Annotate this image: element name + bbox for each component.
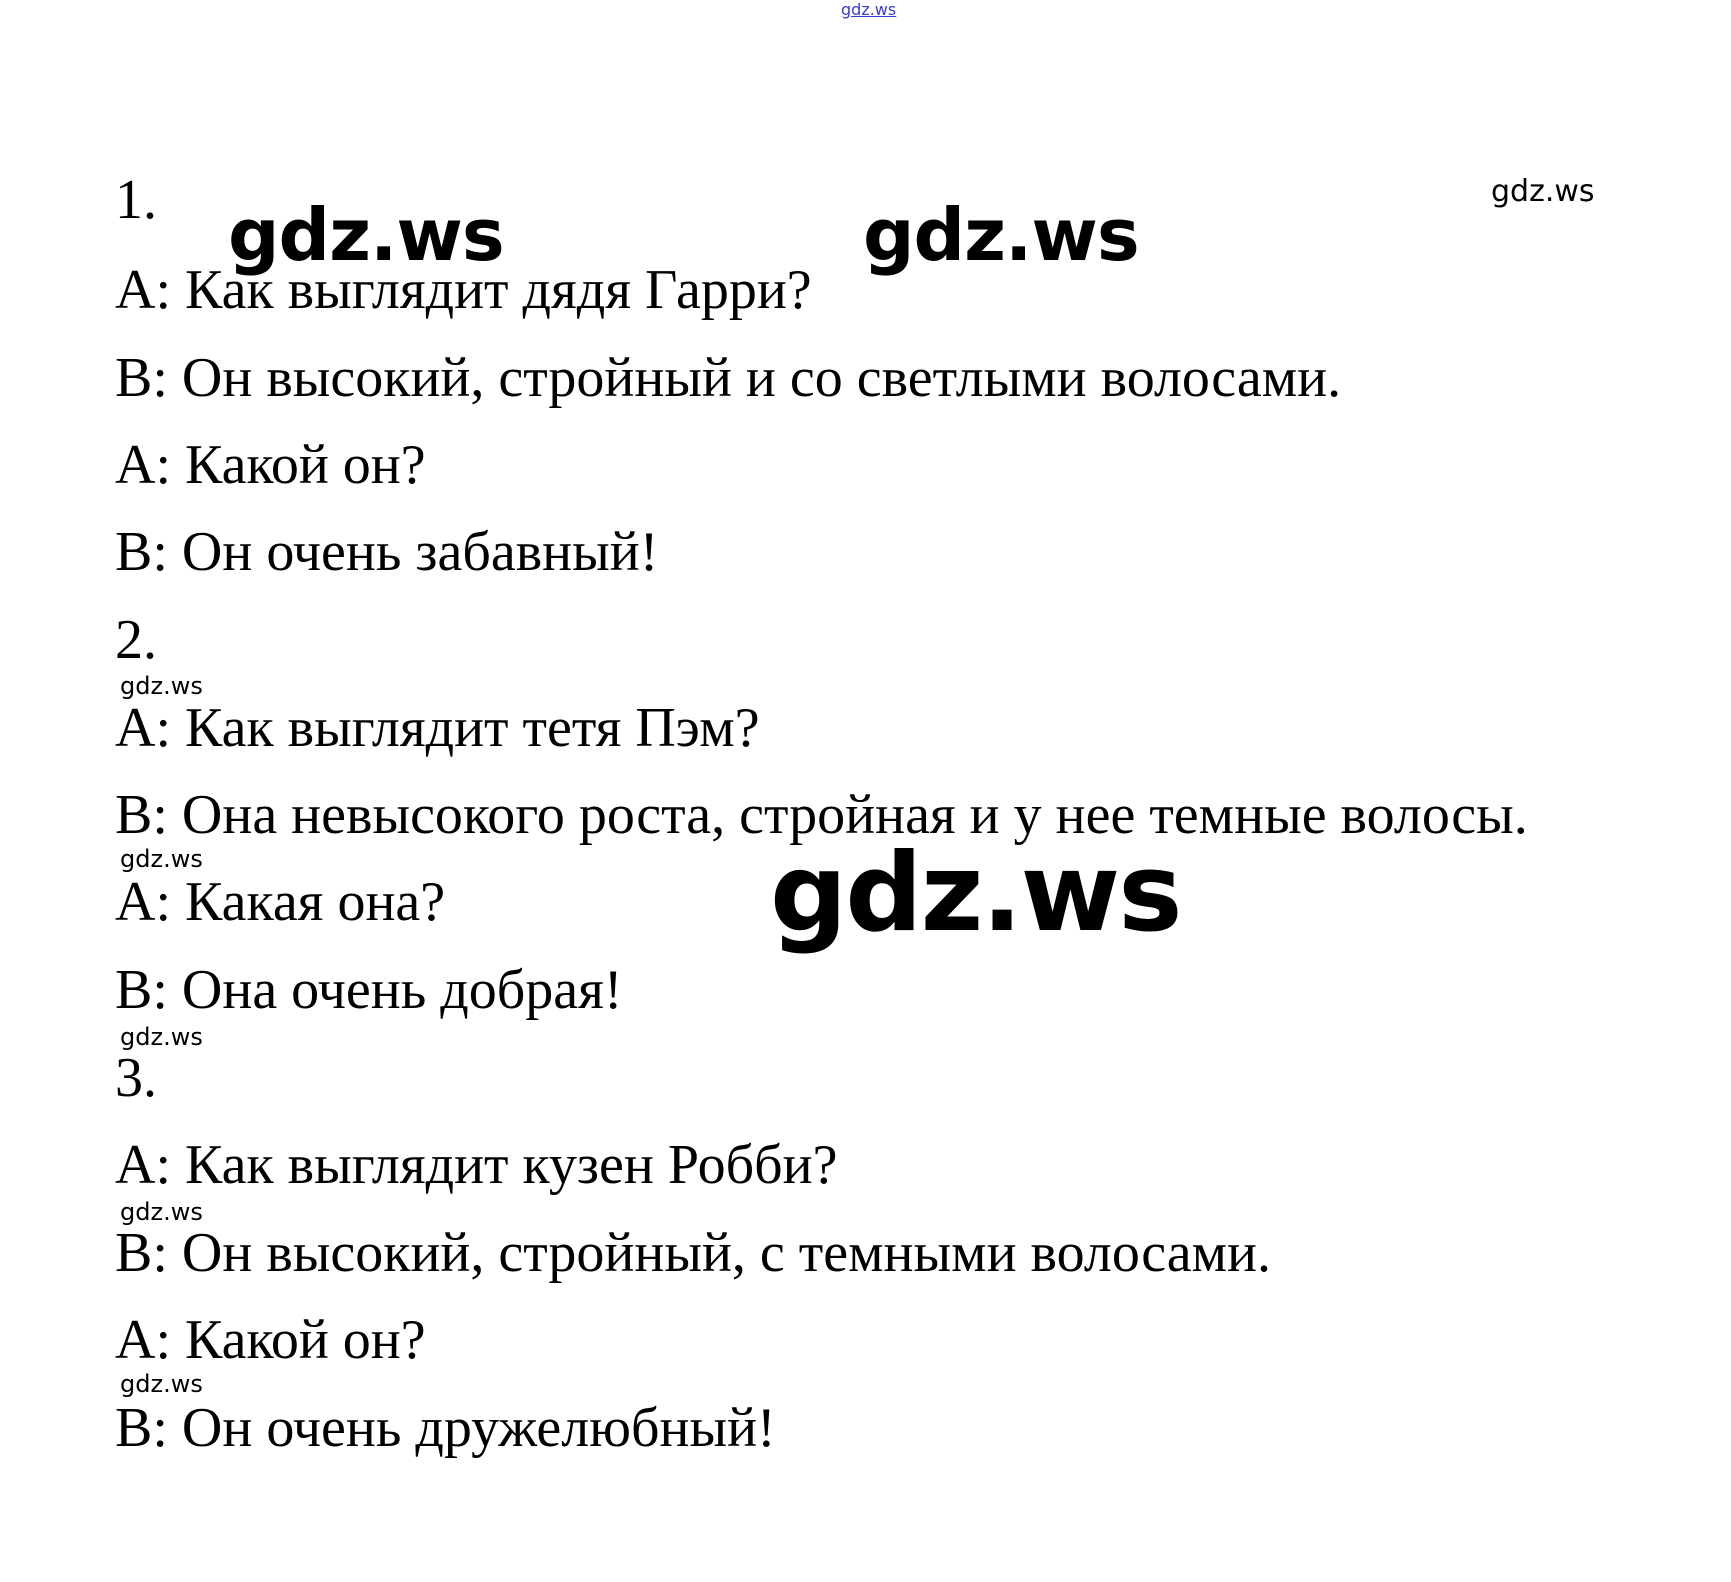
dialogue-line: B: Он очень дружелюбный! <box>115 1397 776 1459</box>
watermark-huge: gdz.ws <box>770 831 1181 956</box>
watermark-small: gdz.ws <box>120 845 203 873</box>
dialogue-line: A: Какой он? <box>115 1309 426 1371</box>
dialogue-line: B: Он высокий, стройный и со светлыми волосами. <box>115 347 1342 409</box>
watermark-small: gdz.ws <box>120 1023 203 1051</box>
watermark-large-left: gdz.ws <box>228 193 504 277</box>
watermark-small: gdz.ws <box>120 1370 203 1398</box>
dialogue-line: A: Как выглядит тетя Пэм? <box>115 697 760 759</box>
watermark-top-right: gdz.ws <box>1491 174 1595 209</box>
watermark-small: gdz.ws <box>120 672 203 700</box>
dialogue-line: B: Он очень забавный! <box>115 521 659 583</box>
dialogue-line: A: Как выглядит кузен Робби? <box>115 1134 838 1196</box>
dialogue-number: 3. <box>115 1047 157 1109</box>
watermark-small: gdz.ws <box>120 1198 203 1226</box>
dialogue-line: A: Какая она? <box>115 871 446 933</box>
dialogue-line: B: Он высокий, стройный, с темными волосами. <box>115 1222 1272 1284</box>
dialogue-number: 1. <box>115 169 157 231</box>
dialogue-line: B: Она очень добрая! <box>115 959 623 1021</box>
dialogue-line: A: Как выглядит дядя Гарри? <box>115 259 812 321</box>
dialogue-line: A: Какой он? <box>115 434 426 496</box>
dialogue-number: 2. <box>115 609 157 671</box>
watermark-top-link[interactable]: gdz.ws <box>841 0 897 19</box>
watermark-large-center: gdz.ws <box>863 193 1139 277</box>
dialogue-line: B: Она невысокого роста, стройная и у нее темные волосы. <box>115 784 1528 846</box>
